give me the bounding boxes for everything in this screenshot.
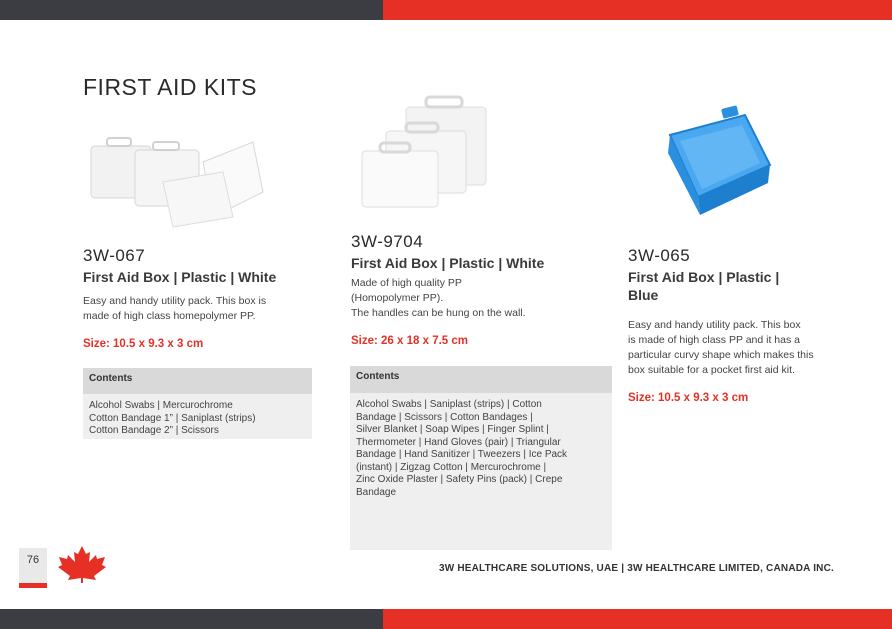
white-first-aid-boxes-image <box>83 122 273 232</box>
page-number-accent <box>19 583 47 588</box>
product-code: 3W-067 <box>83 246 146 265</box>
product-3w-9704 <box>351 232 591 347</box>
bottom-bar-red <box>383 609 892 629</box>
product-3w-065 <box>628 246 848 404</box>
top-bar-red <box>383 0 892 20</box>
product-description: Easy and handy utility pack. This box is made of high class PP and it has a particular curvy shape which makes this box suitable for a pocket first aid kit. <box>628 319 814 376</box>
page-number: 76 <box>26 554 40 566</box>
product-code: 3W-9704 <box>351 232 424 251</box>
contents-list: Alcohol Swabs | Saniplast (strips) | Cotton Bandage | Scissors | Cotton Bandages | Silver Blanket | Soap Wipes | Finger Splint | Thermometer | Hand Gloves (pair) | Triangular Bandage | Hand Sanitizer | Tweezers | Ice Pack (instant) | Zigzag Cotton | Mercurochrome | Zinc Oxide Plaster | Safety Pins (pack) | Crepe Bandage <box>356 399 568 498</box>
top-bar-dark <box>0 0 383 20</box>
contents-header: Contents <box>83 368 312 394</box>
page-number-box <box>19 548 47 588</box>
contents-list: Alcohol Swabs | Mercurochrome Cotton Bandage 1” | Saniplast (strips) Cotton Bandage 2” | Scissors <box>89 400 256 436</box>
product-name: First Aid Box | Plastic | White <box>83 269 277 285</box>
contents-header: Contents <box>350 366 612 393</box>
product-description: Made of high quality PP (Homopolymer PP). The handles can be hung on the wall. <box>351 277 526 319</box>
product-description: Easy and handy utility pack. This box is made of high class homepolymer PP. <box>83 295 267 322</box>
product-name: First Aid Box | Plastic | White <box>351 255 545 271</box>
product-size: Size: 26 x 18 x 7.5 cm <box>351 335 468 347</box>
bottom-bar-dark <box>0 609 383 629</box>
product-name: First Aid Box | Plastic | Blue <box>628 269 780 303</box>
page-title: FIRST AID KITS <box>83 74 257 100</box>
white-stacked-first-aid-boxes-image <box>356 95 496 215</box>
product-code: 3W-065 <box>628 246 691 265</box>
product-3w-067 <box>83 246 313 350</box>
contents-box <box>83 368 312 439</box>
contents-box <box>350 366 612 550</box>
product-size: Size: 10.5 x 9.3 x 3 cm <box>83 338 204 350</box>
product-size: Size: 10.5 x 9.3 x 3 cm <box>628 392 749 404</box>
maple-leaf-icon <box>56 545 108 583</box>
footer-company-names: 3W HEALTHCARE SOLUTIONS, UAE | 3W HEALTHCARE LIMITED, CANADA INC. <box>438 563 834 574</box>
blue-first-aid-box-image <box>650 105 775 225</box>
